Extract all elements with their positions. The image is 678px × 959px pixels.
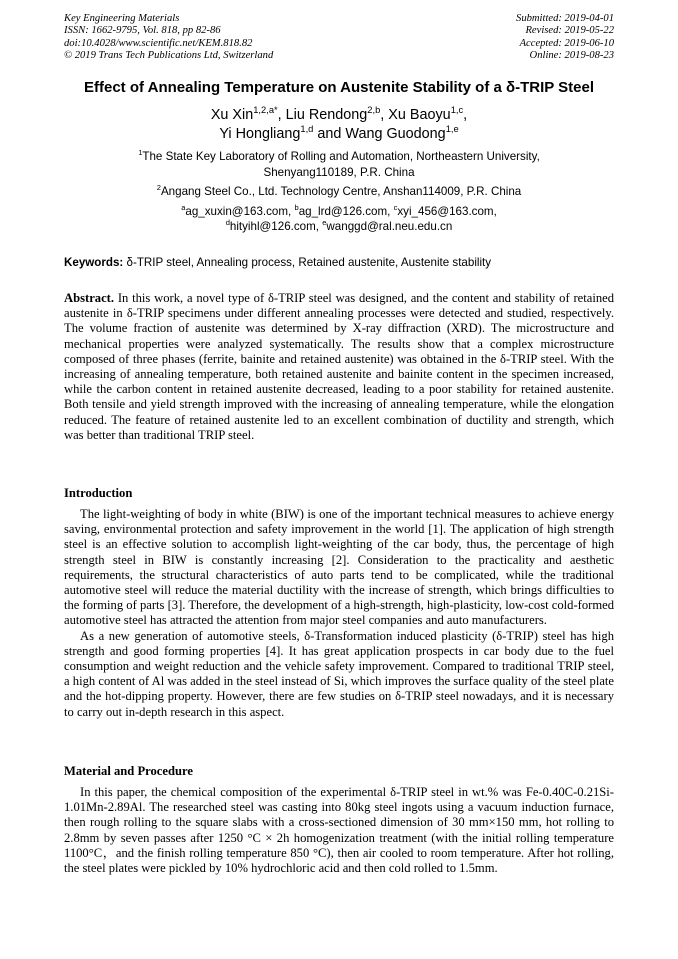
author-line-1 [0, 106, 678, 125]
author-sup: 1,2,a* [253, 105, 278, 116]
section-heading-material: Material and Procedure [64, 764, 193, 778]
accepted-date: Accepted: 2019-06-10 [519, 37, 614, 49]
abstract [64, 291, 614, 443]
journal-header-left [64, 13, 273, 63]
email-sup: c [393, 203, 398, 213]
author-name: Wang Guodong [345, 125, 446, 142]
affiliation-sup: 2 [156, 183, 161, 193]
author-separator: , [463, 107, 468, 123]
email-list [0, 205, 678, 235]
submitted-date: Submitted: 2019-04-01 [516, 13, 614, 24]
journal-header-right [516, 13, 614, 63]
affiliation-2 [0, 184, 678, 200]
author-sup: 1,d [300, 123, 314, 134]
author-sup: 1,e [445, 123, 459, 134]
paragraph: As a new generation of automotive steels, δ-Transformation induced plasticity (δ-TRIP) steel has high strength and good forming properties [4]. It has great application prospects in car body due to the fuel consumption and weight reduction and the vehicle safety improvement. Compared to traditional TRIP steel, a high content of Al was added in the steel instead of Si, which improves the surface quality of the steel plate and the hot-dipping property. However, there are few studies on δ-TRIP steel nowadays, and it is necessary to carry out in-depth research in this aspect. [64, 628, 614, 719]
email-link[interactable]: wanggd@ral.neu.edu.cn [326, 219, 453, 233]
email-link[interactable]: xyi_456@163.com, [397, 205, 497, 218]
email-sup: b [294, 203, 299, 213]
author-list [0, 106, 678, 143]
keywords-label: Keywords: [64, 256, 124, 269]
affiliation-line: The State Key Laboratory of Rolling and Automation, Northeastern University, [142, 150, 540, 163]
keywords [64, 256, 616, 270]
author-sup: 1,c [450, 105, 464, 116]
author-name: Xu Baoyu [388, 107, 451, 123]
email-link[interactable]: ag_xuxin@163.com, [185, 205, 295, 218]
email-sup: d [225, 217, 230, 227]
email-link[interactable]: hityihl@126.com, [229, 219, 323, 233]
online-date: Online: 2019-08-23 [529, 50, 614, 62]
affiliation-line: Shenyang110189, P.R. China [263, 165, 415, 179]
material-body [64, 785, 614, 876]
email-link[interactable]: ag_lrd@126.com, [298, 205, 394, 218]
author-name: Liu Rendong [285, 107, 368, 123]
author-sup: 2,b [367, 105, 381, 116]
author-separator: , [277, 107, 286, 123]
doi-line[interactable]: doi:10.4028/www.scientific.net/KEM.818.82 [64, 37, 253, 49]
author-separator: and [313, 125, 346, 142]
paper-title: Effect of Annealing Temperature on Austenite Stability of a δ-TRIP Steel [84, 79, 594, 96]
affiliation-1 [0, 149, 678, 180]
paragraph: The light-weighting of body in white (BIW) is one of the important technical measures to achieve energy saving, environmental protection and safety improvement in the world [1]. The application of high strength steel is an effective solution to accomplish light-weighting of the car body, thus, the percentage of high strength steel in BIW is constantly increasing [2]. Consideration to the practicality and aesthetic requirements, the structural characteristics of auto parts tend to be complicated, while the traditional automotive steel will reduce the material ductility with the increase of strength, which brings difficulties to the forming of parts [3]. Therefore, the development of a high-strength, high-plasticity, low-cost cold-formed automotive steel has attracted the attention from major steel companies and auto manufacturers. [64, 507, 614, 628]
affiliation-line: Angang Steel Co., Ltd. Technology Centre, Anshan114009, P.R. China [160, 185, 522, 198]
issn-line: ISSN: 1662-9795, Vol. 818, pp 82-86 [64, 25, 221, 37]
author-separator: , [380, 107, 389, 123]
revised-date: Revised: 2019-05-22 [525, 25, 614, 37]
author-line-2 [0, 125, 678, 144]
author-name: Yi Hongliang [219, 125, 301, 142]
email-sup: e [322, 217, 327, 227]
abstract-label: Abstract. [64, 291, 115, 305]
email-sup: a [181, 203, 186, 213]
abstract-text: In this work, a novel type of δ-TRIP steel was designed, and the content and stability of retained austenite in δ-TRIP specimens under different annealing processes were detected and studied, respectively. The volume fraction of austenite was determined by X-ray diffraction (XRD). The microstructure and mechanical properties were analyzed systematically. The results show that a complex microstructure composed of three phases (ferrite, bainite and retained austenite) was obtained in the δ-TRIP steel. With the increasing of annealing temperature, both retained austenite and bainite content in the specimen increased, while the carbon content in retained austenite decreased, leading to a poor stability for retained austenite. Both tensile and yield strength improved with the increasing of annealing temperature, while the elongation reduced. The feature of retained austenite led to an excellent combination of ductility and strength, which was better than traditional TRIP steel. [64, 291, 614, 442]
section-heading-introduction: Introduction [64, 486, 133, 500]
copyright-line: © 2019 Trans Tech Publications Ltd, Switzerland [64, 50, 274, 62]
introduction-body [64, 507, 614, 720]
author-name: Xu Xin [210, 107, 254, 123]
keywords-text: δ-TRIP steel, Annealing process, Retained austenite, Austenite stability [123, 256, 492, 269]
affiliation-sup: 1 [138, 148, 143, 158]
paragraph: In this paper, the chemical composition of the experimental δ-TRIP steel in wt.% was Fe-0.40C-0.21Si-1.01Mn-2.89Al. The researched steel was casting into 80kg steel ingots using a vacuum induction furnace, then rough rolling to the square slabs with a cross-sectioned dimension of 30 mm×150 mm, hot rolling to 2.8mm by seven passes after 1250 °C × 2h homogenization treatment (with the initial rolling temperature 1100°C，and the finish rolling temperature 850 °C), then air cooled to room temperature. After hot rolling, the steel plates were pickled by 10% hydrochloric acid and then cold rolled to 1.5mm. [64, 785, 614, 876]
journal-name: Key Engineering Materials [64, 13, 180, 24]
